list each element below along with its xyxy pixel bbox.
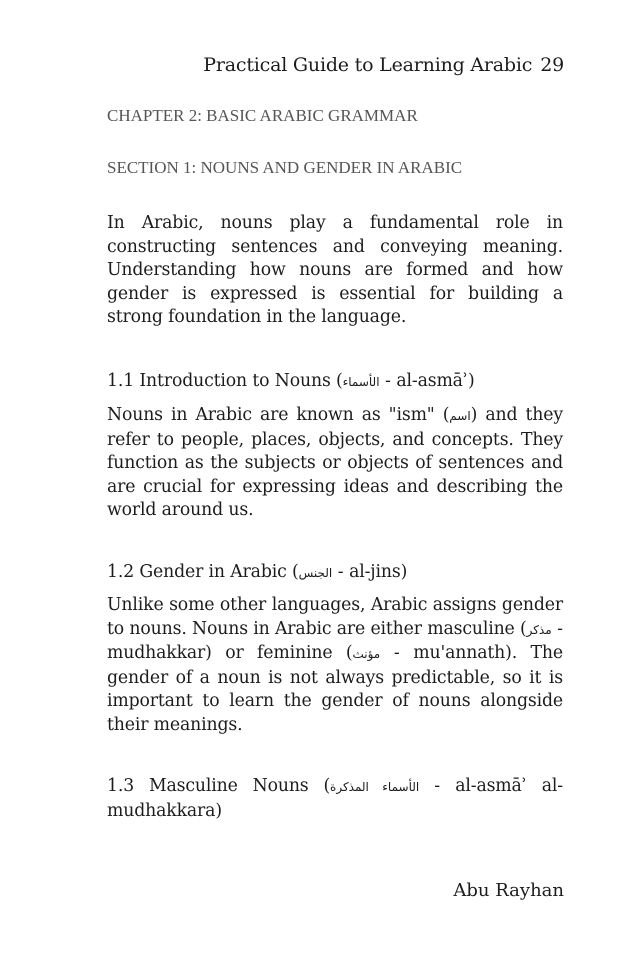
body-text: Nouns in Arabic are known as "ism" ( xyxy=(107,405,450,425)
heading-text: 1.2 Gender in Arabic ( xyxy=(107,562,299,582)
heading-text: 1.1 Introduction to Nouns ( xyxy=(107,371,343,391)
subsection-heading-1-1 xyxy=(107,370,563,395)
heading-transliteration: - al-asmāʾ) xyxy=(379,371,475,391)
subsection-heading-1-3 xyxy=(107,775,563,823)
subsection-heading-1-2 xyxy=(107,561,563,586)
author-name: Abu Rayhan xyxy=(453,880,564,901)
subsection-body-1-1 xyxy=(107,404,563,523)
chapter-title: CHAPTER 2: BASIC ARABIC GRAMMAR xyxy=(107,106,418,125)
body-arabic-term: مؤنث xyxy=(352,647,381,661)
section-title: SECTION 1: NOUNS AND GENDER IN ARABIC xyxy=(107,158,463,177)
heading-transliteration: - al-asmāʾ al-mudhakkara) xyxy=(107,776,564,821)
body-text: - mu'annath). The gender of a noun is not always predictable, so it is important to learn the gender of nouns alongside their meanings. xyxy=(107,643,563,735)
running-header xyxy=(203,54,564,76)
heading-arabic-term: الجنس xyxy=(298,566,333,580)
heading-transliteration: - al-jins) xyxy=(332,562,408,582)
body-arabic-term: مذكر xyxy=(526,622,552,637)
heading-arabic-term: الأسماء المذكرة xyxy=(330,780,420,794)
body-text: Unlike some other languages, Arabic assigns gender to nouns. Nouns in Arabic are either masculine ( xyxy=(107,595,563,639)
body-arabic-term: اسم xyxy=(449,409,471,423)
body-text: ) and they refer to people, places, objects, and concepts. They function as the subjects or objects of sentences and are crucial for expressing ideas and describing the world around us. xyxy=(107,405,563,520)
body-text: - mudhakkar) or feminine ( xyxy=(107,618,563,663)
heading-text: 1.3 Masculine Nouns ( xyxy=(107,776,331,796)
subsection-body-1-2 xyxy=(107,594,563,737)
book-title: Practical Guide to Learning Arabic xyxy=(203,54,533,76)
intro-paragraph: In Arabic, nouns play a fundamental role in constructing sentences and conveying meaning. Understanding how nouns are formed and how gender is expressed is essential for building a strong foundation in the language. xyxy=(107,213,563,327)
heading-arabic-term: الأسماء xyxy=(342,375,380,389)
page-number: 29 xyxy=(540,54,564,76)
